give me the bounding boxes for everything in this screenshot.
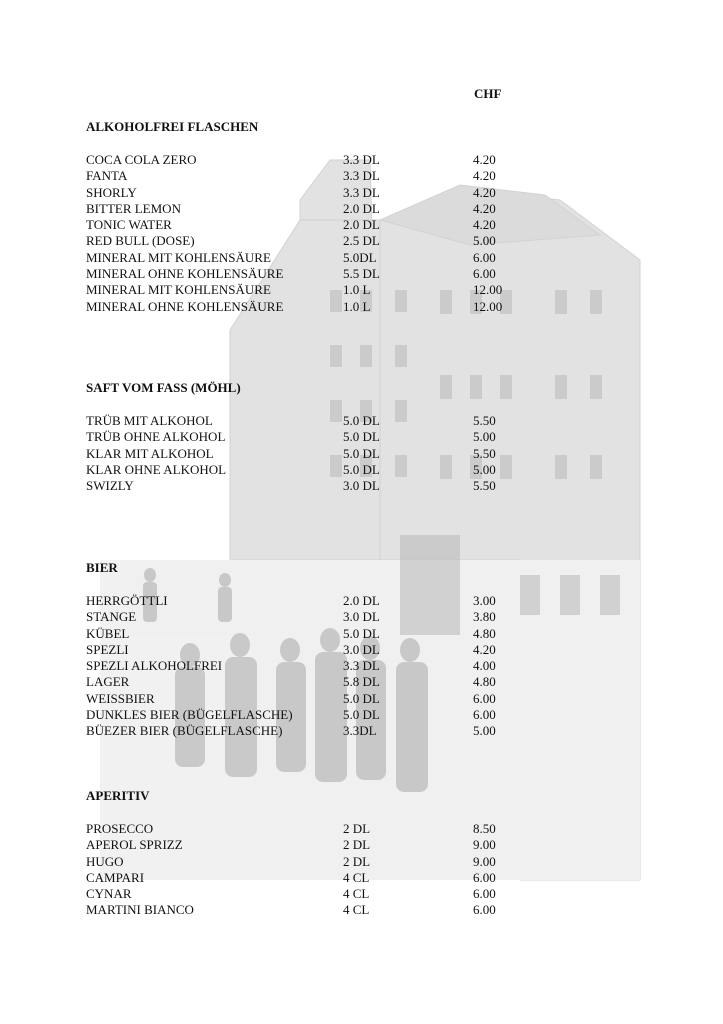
item-name: MINERAL OHNE KOHLENSÄURE (86, 266, 284, 282)
item-price: 6.00 (473, 869, 496, 885)
item-name: TRÜB OHNE ALKOHOL (86, 429, 226, 445)
item-price: 3.80 (473, 609, 496, 625)
item-price: 4.20 (473, 217, 496, 233)
item-size: 3.3 DL (343, 658, 380, 674)
menu-item (86, 723, 646, 739)
item-name: HERRGÖTTLI (86, 593, 168, 608)
item-name: DUNKLES BIER (BÜGELFLASCHE) (86, 707, 293, 723)
item-name: PROSECCO (86, 821, 154, 836)
item-name: MINERAL MIT KOHLENSÄURE (86, 282, 271, 298)
item-name: SWIZLY (86, 478, 134, 494)
menu-item (86, 886, 646, 902)
item-size: 3.0 DL (343, 609, 380, 625)
item-size: 3.3 DL (343, 168, 380, 184)
item-size: 3.0 DL (343, 478, 380, 494)
item-price: 6.00 (473, 707, 496, 723)
section-aperitiv (86, 788, 646, 919)
menu-item (86, 250, 646, 266)
item-name: APEROL SPRIZZ (86, 837, 183, 853)
item-price: 5.50 (473, 413, 496, 428)
item-price: 3.00 (473, 593, 496, 608)
item-size: 2.0 DL (343, 200, 380, 216)
item-price: 4.00 (473, 658, 496, 674)
item-price: 4.80 (473, 674, 496, 690)
item-price: 5.00 (473, 461, 496, 477)
item-name: HUGO (86, 853, 124, 869)
item-name: MINERAL OHNE KOHLENSÄURE (86, 298, 284, 314)
item-name: STANGE (86, 609, 137, 625)
item-size: 5.8 DL (343, 674, 380, 690)
menu-item (86, 642, 646, 658)
item-name: CYNAR (86, 886, 132, 902)
menu-item (86, 707, 646, 723)
item-price: 4.20 (473, 168, 496, 184)
item-price: 4.20 (473, 152, 496, 167)
menu-item (86, 217, 646, 233)
item-size: 1.0 L (343, 282, 371, 298)
item-size: 3.3 DL (343, 152, 380, 167)
item-size: 3.3 DL (343, 184, 380, 200)
item-size: 5.0 DL (343, 413, 380, 428)
item-price: 5.00 (473, 233, 496, 249)
item-size: 5.0 DL (343, 461, 380, 477)
item-size: 5.0 DL (343, 429, 380, 445)
item-name: MARTINI BIANCO (86, 902, 194, 918)
item-price: 5.50 (473, 478, 496, 494)
menu-item (86, 266, 646, 282)
item-size: 5.5 DL (343, 266, 380, 282)
menu-item (86, 413, 646, 429)
item-size: 4 CL (343, 886, 370, 902)
item-name: FANTA (86, 168, 128, 184)
item-name: KÜBEL (86, 625, 130, 641)
menu-item (86, 691, 646, 707)
item-size: 2 DL (343, 821, 371, 836)
item-price: 12.00 (473, 298, 503, 314)
section-title: BIER (86, 560, 118, 575)
currency-header: CHF (474, 86, 502, 101)
item-price: 4.20 (473, 184, 496, 200)
item-name: TRÜB MIT ALKOHOL (86, 413, 213, 428)
item-price: 5.50 (473, 445, 496, 461)
item-size: 2.0 DL (343, 593, 380, 608)
item-name: SPEZLI (86, 641, 129, 657)
item-size: 5.0DL (343, 249, 377, 265)
menu-item (86, 821, 646, 837)
item-name: BÜEZER BIER (BÜGELFLASCHE) (86, 723, 283, 739)
item-name: MINERAL MIT KOHLENSÄURE (86, 249, 271, 265)
item-price: 6.00 (473, 690, 496, 706)
section-alkoholfrei-flaschen (86, 119, 646, 315)
menu-item (86, 902, 646, 918)
item-name: SPEZLI ALKOHOLFREI (86, 658, 223, 674)
item-size: 2 DL (343, 837, 371, 853)
item-price: 4.20 (473, 200, 496, 216)
menu-item (86, 152, 646, 168)
item-name: COCA COLA ZERO (86, 152, 197, 167)
item-name: SHORLY (86, 184, 137, 200)
section-title: SAFT VOM FASS (MÖHL) (86, 380, 241, 395)
menu-item (86, 446, 646, 462)
item-name: WEISSBIER (86, 690, 155, 706)
section-saft-vom-fass (86, 380, 646, 494)
item-size: 5.0 DL (343, 690, 380, 706)
menu-item (86, 299, 646, 315)
menu-item (86, 674, 646, 690)
item-name: RED BULL (DOSE) (86, 233, 195, 249)
item-name: LAGER (86, 674, 130, 690)
item-name: KLAR OHNE ALKOHOL (86, 461, 227, 477)
menu-item (86, 429, 646, 445)
item-size: 2.0 DL (343, 217, 380, 233)
item-size: 3.0 DL (343, 641, 380, 657)
menu-item (86, 462, 646, 478)
item-price: 5.00 (473, 723, 496, 739)
item-size: 4 CL (343, 902, 370, 918)
item-price: 6.00 (473, 886, 496, 902)
menu-item (86, 658, 646, 674)
item-name: KLAR MIT ALKOHOL (86, 445, 214, 461)
menu-item (86, 626, 646, 642)
menu-item (86, 854, 646, 870)
item-price: 6.00 (473, 249, 496, 265)
item-size: 1.0 L (343, 298, 371, 314)
menu-item (86, 478, 646, 494)
item-price: 6.00 (473, 266, 496, 282)
item-price: 9.00 (473, 837, 496, 853)
item-price: 6.00 (473, 902, 496, 918)
item-price: 4.80 (473, 625, 496, 641)
item-price: 12.00 (473, 282, 503, 298)
menu-item (86, 233, 646, 249)
item-size: 5.0 DL (343, 445, 380, 461)
menu-item (86, 593, 646, 609)
item-price: 5.00 (473, 429, 496, 445)
menu-item (86, 201, 646, 217)
item-size: 4 CL (343, 869, 370, 885)
item-size: 5.0 DL (343, 707, 380, 723)
menu-item (86, 837, 646, 853)
item-name: CAMPARI (86, 869, 145, 885)
item-size: 2 DL (343, 853, 371, 869)
menu-item (86, 168, 646, 184)
item-size: 2.5 DL (343, 233, 380, 249)
item-size: 3.3DL (343, 723, 377, 739)
item-price: 4.20 (473, 641, 496, 657)
menu-item (86, 185, 646, 201)
item-name: BITTER LEMON (86, 200, 181, 216)
section-bier (86, 560, 646, 740)
menu-item (86, 609, 646, 625)
item-price: 9.00 (473, 853, 496, 869)
item-name: TONIC WATER (86, 217, 172, 233)
section-title: ALKOHOLFREI FLASCHEN (86, 119, 259, 134)
menu-item (86, 282, 646, 298)
section-title: APERITIV (86, 788, 150, 803)
item-size: 5.0 DL (343, 625, 380, 641)
menu-item (86, 870, 646, 886)
item-price: 8.50 (473, 821, 496, 836)
